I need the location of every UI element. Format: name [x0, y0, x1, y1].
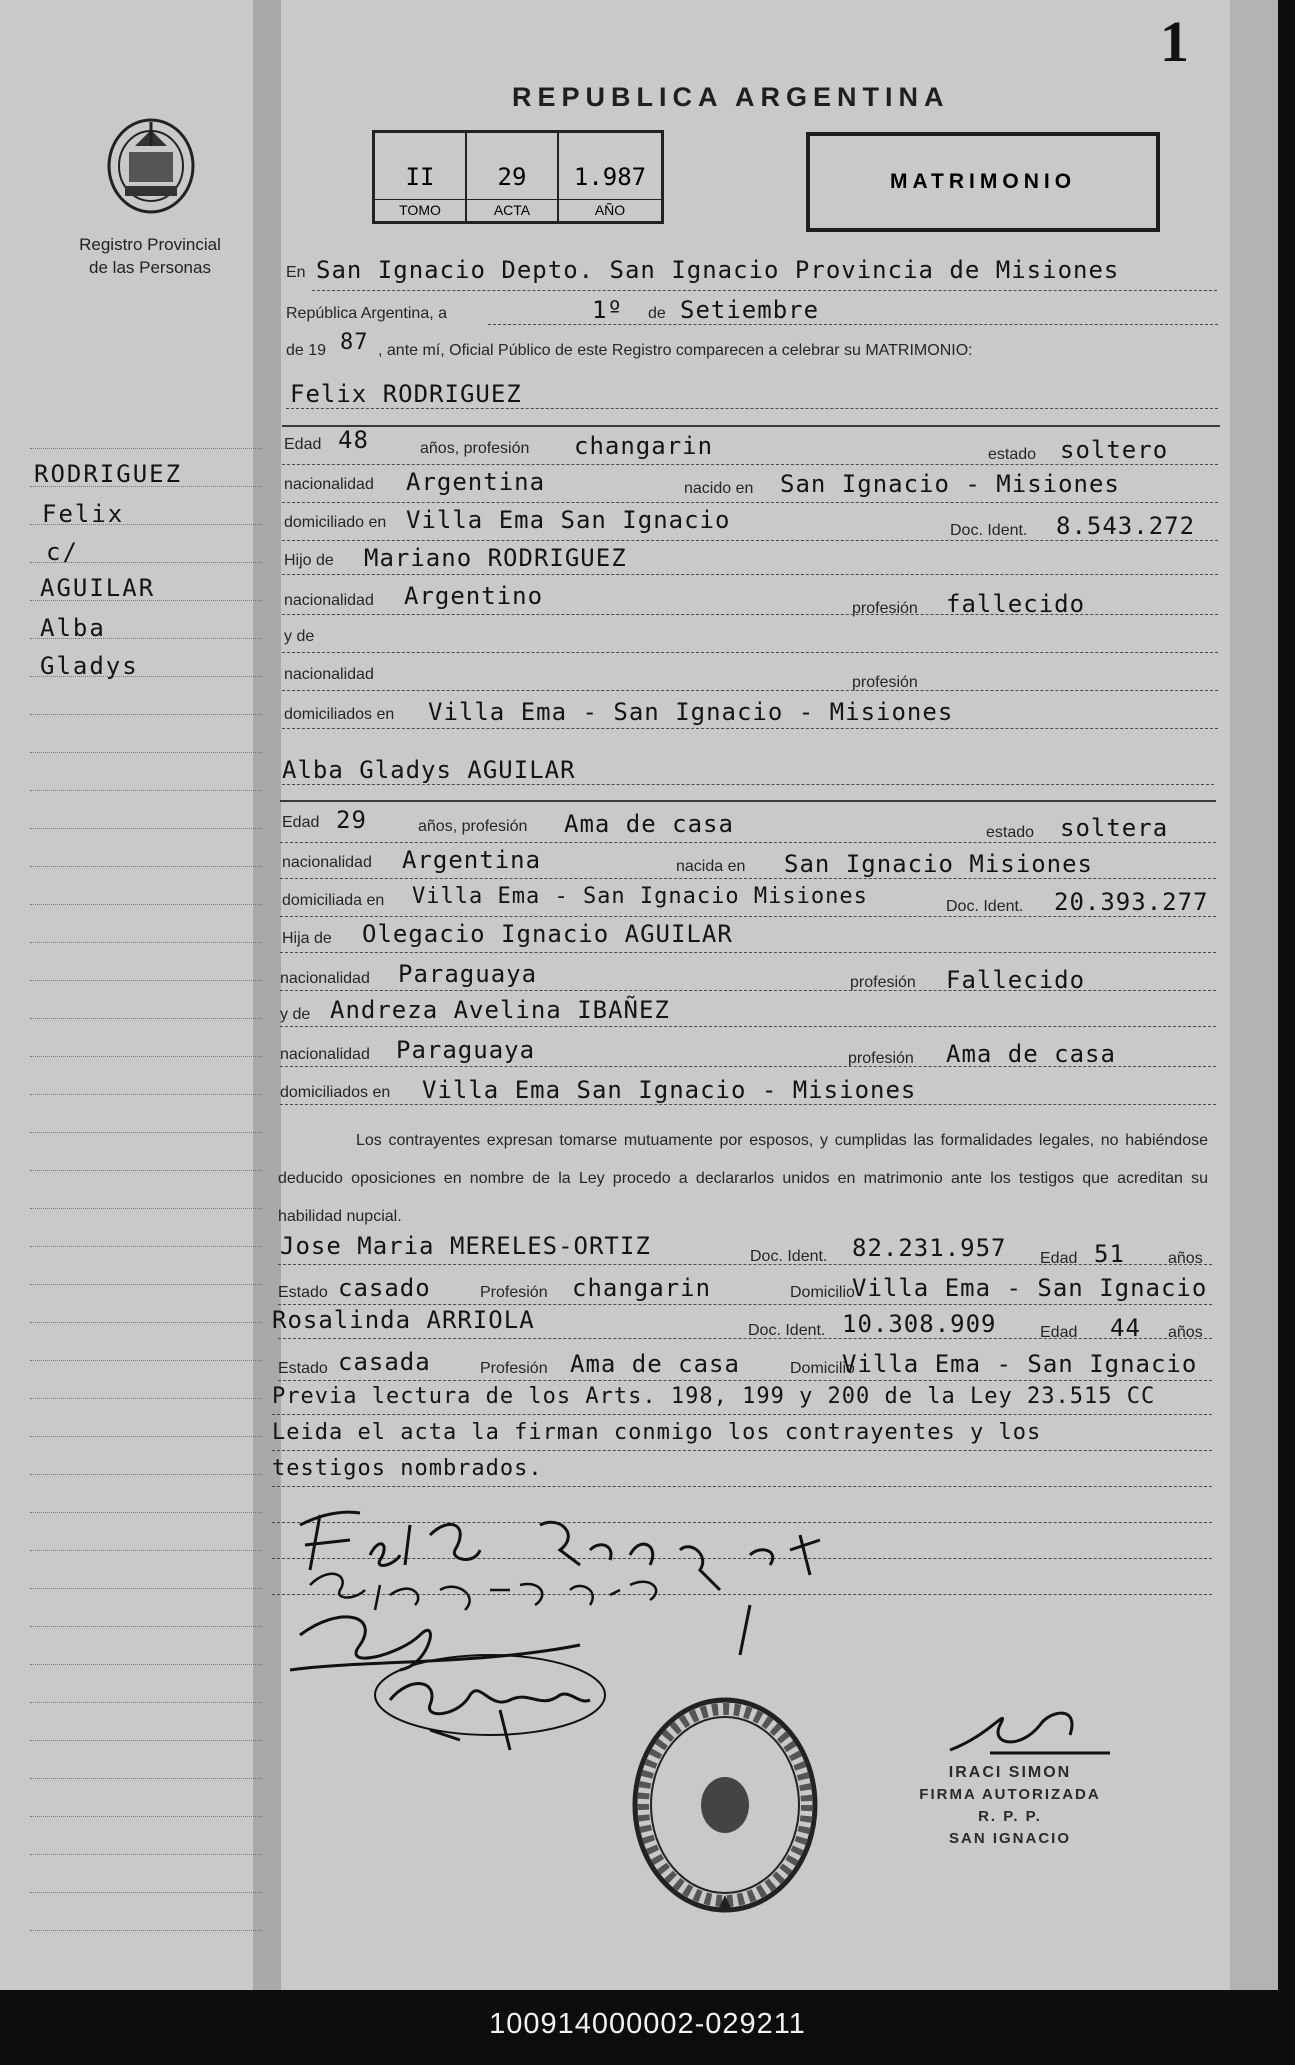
estado-cap-label: Estado [278, 1360, 328, 1377]
estado-label: estado [986, 824, 1035, 841]
witness1-doc: 82.231.957 [852, 1234, 1007, 1262]
note-line: testigos nombrados. [272, 1456, 543, 1481]
witness1-name: Jose Maria MERELES-ORTIZ [280, 1232, 651, 1260]
page-edge [1230, 0, 1278, 1990]
tomo-cell [375, 133, 467, 221]
tomo-label: TOMO [375, 199, 465, 218]
de-label: de [648, 305, 666, 322]
edad-label: Edad [1040, 1250, 1078, 1267]
domiciliados-label: domiciliados en [284, 706, 395, 723]
year-prefix: de 19 [286, 342, 327, 359]
groom-parents-domicile: Villa Ema - San Ignacio - Misiones [428, 698, 954, 726]
margin-line: AGUILAR [40, 574, 156, 602]
margin-line: Felix [42, 500, 125, 528]
registry-stamp [630, 1695, 820, 1915]
edad-label: Edad [282, 814, 320, 831]
firma-line2: R. P. P. [978, 1808, 1042, 1825]
witness1-age: 51 [1094, 1240, 1125, 1268]
profesion-label: profesión [852, 600, 918, 617]
groom-profession: changarin [574, 432, 714, 460]
nacionalidad-label: nacionalidad [280, 1046, 370, 1063]
groom-father: Mariano RODRIGUEZ [364, 544, 627, 572]
margin-line: Alba [40, 614, 106, 642]
margin-line: c/ [46, 538, 79, 566]
nacionalidad-label: nacionalidad [282, 854, 372, 871]
document-id: 100914000002-029211 [489, 2008, 806, 2040]
groom-father-profession: fallecido [946, 590, 1086, 618]
domiciliado-label: domiciliado en [284, 514, 387, 531]
firma-line1: FIRMA AUTORIZADA [919, 1786, 1101, 1803]
firma-line3: SAN IGNACIO [948, 1830, 1071, 1847]
domicilio-label: Domicilio [790, 1284, 855, 1301]
bride-father-profession: Fallecido [946, 966, 1086, 994]
witness-signature [370, 1650, 610, 1770]
witness1-profession: changarin [572, 1274, 712, 1302]
groom-age: 48 [338, 426, 369, 454]
groom-nationality: Argentina [406, 468, 546, 496]
y-de-label: y de [284, 628, 315, 645]
ano-value: 1.987 [573, 163, 647, 191]
bride-birthplace: San Ignacio Misiones [784, 850, 1093, 878]
bride-father-nationality: Paraguaya [398, 960, 538, 988]
tomo-value: II [405, 163, 435, 191]
bride-domicile: Villa Ema - San Ignacio Misiones [412, 884, 868, 909]
bride-name: Alba Gladys AGUILAR [282, 756, 576, 784]
place-value: San Ignacio Depto. San Ignacio Provincia de Misiones [316, 256, 1120, 284]
ano-label: AÑO [559, 199, 661, 218]
doc-label: Doc. Ident. [950, 522, 1028, 539]
witness2-doc: 10.308.909 [842, 1310, 997, 1338]
tomo-acta-ano-box [372, 130, 664, 224]
profesion-cap-label: Profesión [480, 1284, 548, 1301]
month-value: Setiembre [680, 296, 820, 324]
y-de-label: y de [280, 1006, 311, 1023]
republica-label: República Argentina, a [286, 305, 447, 322]
witness2-profession: Ama de casa [570, 1350, 740, 1378]
domiciliada-label: domiciliada en [282, 892, 385, 909]
groom-name: Felix RODRIGUEZ [290, 380, 522, 408]
day-value: 1º [592, 296, 623, 324]
profesion-label: profesión [852, 674, 918, 691]
provincial-seal-icon [105, 116, 197, 214]
registry-name: Registro Provincial de las Personas [79, 235, 221, 277]
witness2-domicile: Villa Ema - San Ignacio [842, 1350, 1198, 1378]
estado-cap-label: Estado [278, 1284, 328, 1301]
bride-age: 29 [336, 806, 367, 834]
profesion-label: profesión [848, 1050, 914, 1067]
scan-footer [0, 1994, 1295, 2065]
margin-line: Gladys [40, 652, 139, 680]
estado-label: estado [988, 446, 1037, 463]
anos-profesion-label: años, profesión [420, 440, 530, 457]
bride-status: soltera [1060, 814, 1169, 842]
witness2-name: Rosalinda ARRIOLA [272, 1306, 535, 1334]
nacionalidad-label: nacionalidad [284, 476, 374, 493]
bride-nationality: Argentina [402, 846, 542, 874]
domicilio-label: Domicilio [790, 1360, 855, 1377]
nacida-en-label: nacida en [676, 858, 746, 875]
bride-mother-profession: Ama de casa [946, 1040, 1116, 1068]
anos-profesion-label: años, profesión [418, 818, 528, 835]
profesion-cap-label: Profesión [480, 1360, 548, 1377]
groom-doc: 8.543.272 [1056, 512, 1196, 540]
authorized-signature-block [900, 1710, 1120, 1850]
doc-label: Doc. Ident. [750, 1248, 828, 1265]
acta-cell [467, 133, 559, 221]
note-line: Previa lectura de los Arts. 198, 199 y 200 de la Ley 23.515 CC [272, 1384, 1156, 1409]
act-type-box [806, 132, 1160, 232]
edad-label: Edad [284, 436, 322, 453]
hija-label: Hija de [282, 930, 332, 947]
anos-label: años [1168, 1250, 1203, 1267]
bride-profession: Ama de casa [564, 810, 734, 838]
margin-line: RODRIGUEZ [34, 460, 183, 488]
page-spine [253, 0, 281, 1990]
bride-father: Olegacio Ignacio AGUILAR [362, 920, 733, 948]
nacionalidad-label: nacionalidad [284, 666, 374, 683]
acta-value: 29 [497, 163, 527, 191]
bride-parents-domicile: Villa Ema San Ignacio - Misiones [422, 1076, 917, 1104]
acta-label: ACTA [467, 199, 557, 218]
doc-label: Doc. Ident. [748, 1322, 826, 1339]
ano-cell [559, 133, 661, 221]
witness2-status: casada [338, 1348, 431, 1376]
bride-doc: 20.393.277 [1054, 888, 1209, 916]
groom-birthplace: San Ignacio - Misiones [780, 470, 1120, 498]
witness1-domicile: Villa Ema - San Ignacio [852, 1274, 1208, 1302]
anos-label: años [1168, 1324, 1203, 1341]
nacionalidad-label: nacionalidad [280, 970, 370, 987]
groom-status: soltero [1060, 436, 1169, 464]
bride-mother-nationality: Paraguaya [396, 1036, 536, 1064]
profesion-label: profesión [850, 974, 916, 991]
official-name: IRACI SIMON [948, 1764, 1072, 1781]
domiciliados-label: domiciliados en [280, 1084, 391, 1101]
act-type: MATRIMONIO [889, 170, 1077, 193]
intro-text: , ante mí, Oficial Público de este Registro comparecen a celebrar su MATRIMONIO: [378, 342, 973, 359]
groom-domicile: Villa Ema San Ignacio [406, 506, 731, 534]
nacionalidad-label: nacionalidad [284, 592, 374, 609]
year-suffix: 87 [340, 330, 369, 355]
country-title: REPUBLICA ARGENTINA [512, 82, 950, 112]
en-label: En [286, 264, 306, 281]
witness1-status: casado [338, 1274, 431, 1302]
witness2-age: 44 [1110, 1314, 1141, 1342]
note-line: Leida el acta la firman conmigo los contrayentes y los [272, 1420, 1042, 1445]
edad-label: Edad [1040, 1324, 1078, 1341]
hijo-label: Hijo de [284, 552, 334, 569]
doc-label: Doc. Ident. [946, 898, 1024, 915]
page-number: 1 [1160, 9, 1189, 74]
groom-father-nationality: Argentino [404, 582, 544, 610]
nacido-en-label: nacido en [684, 480, 754, 497]
bride-mother: Andreza Avelina IBAÑEZ [330, 996, 670, 1024]
declaration-text: Los contrayentes expresan tomarse mutuamente por esposos, y cumplidas las formalidades legales, no habiéndose deducido oposiciones en nombre de la Ley procedo a declararlos unidos en matrimonio ante los testigos que acreditan su habilidad nupcial. [278, 1132, 1208, 1225]
